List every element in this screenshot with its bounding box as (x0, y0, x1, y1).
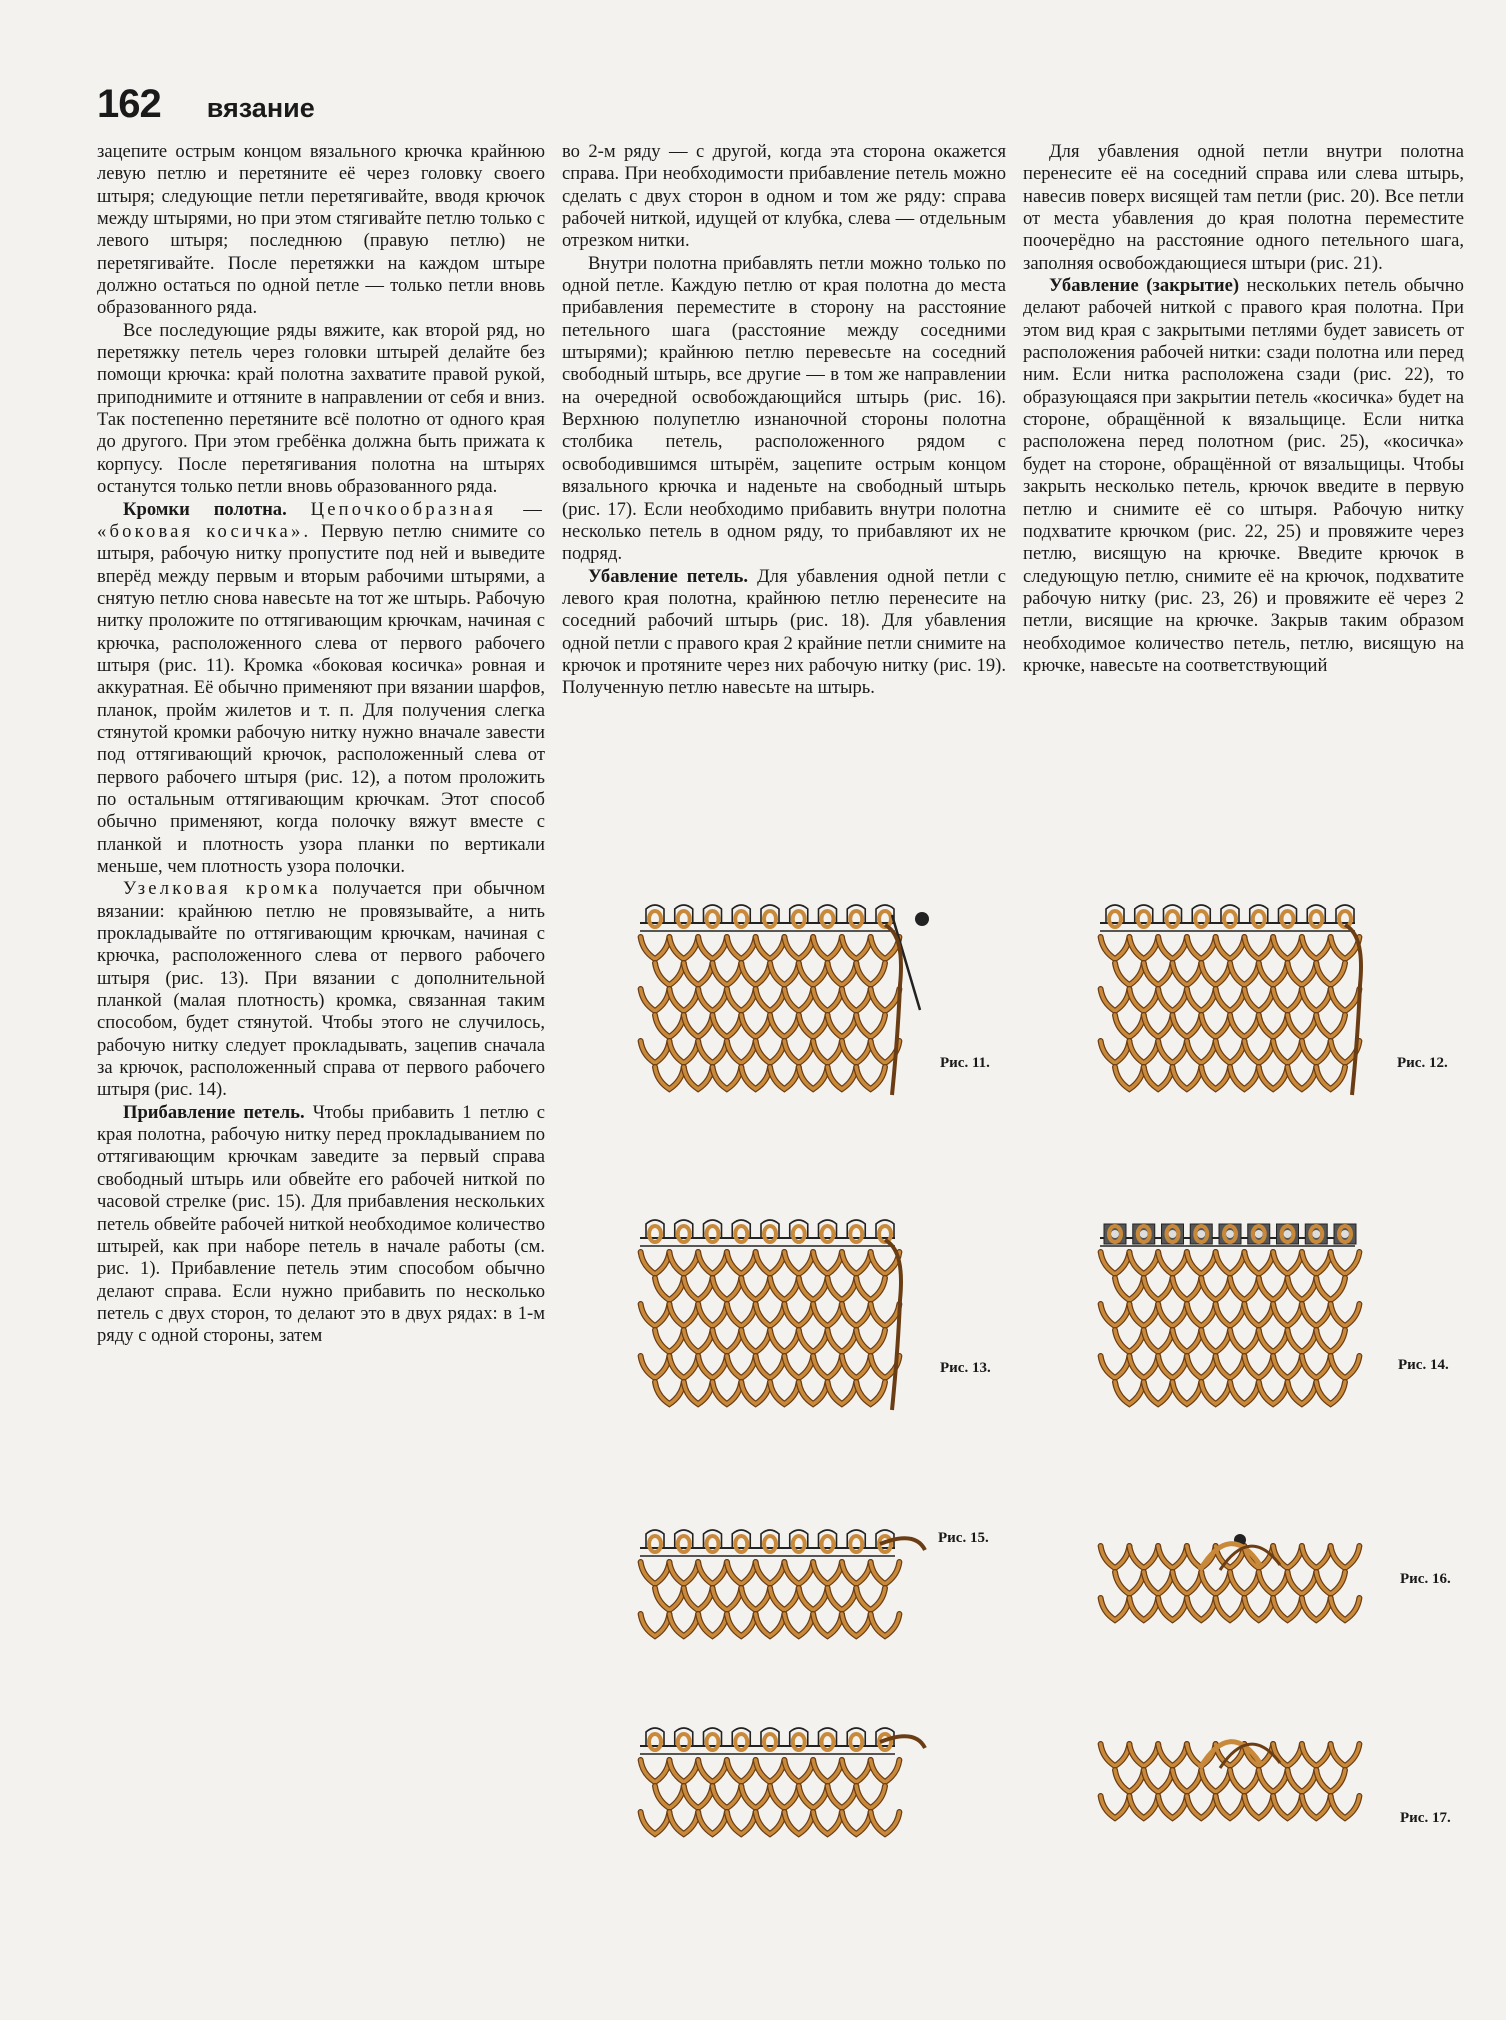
bold-heading: Кромки полотна. (123, 498, 287, 520)
needle-eye (1255, 1230, 1263, 1238)
yarn-loop (649, 1536, 661, 1552)
paragraph-text: Первую петлю снимите со штыря, рабочую нитку пропустите под ней и выведите вперёд между первым и вторым рабочими штырями, а снятую петлю снова навесьте на тот же штырь. Рабочую нитку проложите по оттягивающим крючкам, начиная с крючка, расположенного слева от первого рабочего штыря (рис. 11). Кромка «боковая косичка» ровная и аккуратная. Её обычно применяют при вязании шарфов, планок, пройм жилетов и т. п. Для получения слегка стянутой кромки рабочую нитку нужно вначале завести под оттягивающий крючок, расположенный слева от первого рабочего штыря (рис. 12), а потом проложить по остальным оттягивающим крючкам. Этот способ обычно применяют, когда полочку вяжут вместе с планкой и плотность узора планки по вертикали меньше, чем плотность узора полочки. (97, 520, 545, 877)
yarn-loop (649, 911, 661, 927)
paragraph: Для убавления одной петли внутри полотна перенесите её на соседний справа или слева штырь, навесив поверх висящей там петли (рис. 20). Все петли от места убавления до края полотна переместите поочерёдно на расстояние одного петельного шага, заполняя освобождающиеся штыри (рис. 21). (1023, 141, 1464, 274)
needle-eye (1140, 1230, 1148, 1238)
needle-eye (1312, 1230, 1320, 1238)
yarn-loop (678, 1226, 690, 1242)
yarn-loop (678, 911, 690, 927)
yarn-loop (879, 911, 891, 927)
needle-eye (1111, 1230, 1119, 1238)
yarn-loop (764, 1536, 776, 1552)
paragraph (562, 566, 1006, 700)
paragraph-text: Чтобы прибавить 1 петлю с края полотна, рабочую нитку перед прокладыванием по оттягивающим крючкам заведите за первый справа свободный штырь или обвейте его рабочей ниткой по часовой стрелке (рис. 15). Для прибавления нескольких петель обвейте рабочей ниткой необходимое количество штырей, как при наборе петель в начале работы (см. рис. 1). Прибавление петель этим способом обычно делают справа. Если нужно прибавить по несколько петель с двух сторон, то делают это в двух рядах: в 1-м ряду с одной стороны, затем (97, 1101, 546, 1347)
bold-heading: Убавление петель. (588, 565, 749, 587)
yarn-loop (822, 911, 834, 927)
hook-head (915, 912, 929, 926)
figure-15-caption: Рис. 15. (938, 1530, 989, 1546)
paragraph (97, 1102, 545, 1348)
paragraph (1023, 275, 1464, 677)
figure-17-caption: Рис. 17. (1400, 1810, 1451, 1826)
figure-14-illustration (1090, 1210, 1390, 1420)
yarn-loop (822, 1734, 834, 1750)
yarn-loop (850, 1734, 862, 1750)
yarn-loop (1310, 911, 1322, 927)
yarn-loop (793, 1226, 805, 1242)
paragraph: во 2-м ряду — с другой, когда эта сторона окажется справа. При необходимости прибавление петель можно сделать с двух сторон в одном и том же ряду: справа рабочей ниткой, идущей от клубка, слева — отдельным отрезком нитки. (562, 141, 1006, 252)
page-header (97, 82, 315, 132)
figure-12-caption: Рис. 12. (1397, 1055, 1448, 1071)
yarn-loop (764, 911, 776, 927)
needle-eye (1341, 1230, 1349, 1238)
yarn-loop (1339, 911, 1351, 927)
paragraph (97, 499, 545, 879)
paragraph: Внутри полотна прибавлять петли можно только по одной петле. Каждую петлю от края полотна до места прибавления переместите в сторону на расстояние петельного шага (расстояние между соседними штырями); крайнюю петлю перевесьте на соседний свободный штырь, все другие — в том же направлении на очередной освобождающийся штырь (рис. 16). Верхнюю полупетлю изнаночной стороны полотна столбика петель, расположенного рядом с освободившимся штырём, зацепите острым концом вязального крючка и наденьте на свободный штырь (рис. 17). Если необходимо прибавить внутри полотна несколько петель в одном ряду, то прибавляют их не подряд. (562, 252, 1006, 565)
text-column-1 (97, 141, 545, 1348)
paragraph-text: Для убавления одной петли с левого края полотна, крайнюю петлю перенесите на соседний рабочий штырь (рис. 18). Для убавления одной петли с правого края 2 крайние петли снимите на крючок и протяните через них рабочую нитку (рис. 19). Полученную петлю навесьте на штырь. (562, 565, 1006, 699)
figure-15-illustration (630, 1520, 940, 1645)
yarn-loop (850, 1226, 862, 1242)
paragraph-text: получается при обычном вязании: крайнюю петлю не провязывайте, а нить прокладывайте по оттягивающим крючкам, начиная с крючка, расположенного слева от первого рабочего штыря (рис. 13). При вязании с дополнительной планкой (малая плотность) кромка, связанная таким способом, будет стянутой. Чтобы этого не случилось, рабочую нитку следует прокладывать, зацепив сначала за крючок, расположенный справа от первого рабочего штыря (рис. 14). (97, 878, 545, 1101)
yarn-loop (707, 1536, 719, 1552)
yarn-loop (1195, 911, 1207, 927)
yarn-loop (793, 1536, 805, 1552)
yarn-loop (822, 1226, 834, 1242)
figure-17-illustration (630, 1718, 940, 1853)
section-title: вязание (206, 93, 315, 123)
yarn-loop (707, 1226, 719, 1242)
figure-13-illustration (630, 1210, 940, 1420)
needle-eye (1226, 1230, 1234, 1238)
needle-eye (1197, 1230, 1205, 1238)
yarn-loop (735, 1226, 747, 1242)
yarn-loop (707, 1734, 719, 1750)
figure-11-illustration (630, 895, 940, 1105)
yarn-loop (735, 1734, 747, 1750)
needle-eye (1284, 1230, 1292, 1238)
yarn-loop (735, 911, 747, 927)
spaced-term: Узелковая кромка (123, 878, 322, 900)
needle-eye (1169, 1230, 1177, 1238)
yarn-loop (1138, 911, 1150, 927)
figure-11-caption: Рис. 11. (940, 1055, 990, 1071)
paragraph-text: нескольких петель обычно делают рабочей ниткой с правого края полотна. При этом вид края с закрытыми петлями будет зависеть от расположения рабочей нитки: сзади полотна или перед ним. Если нитка расположена сзади (рис. 22), то образующаяся при закрытии петель «косичка» будет на стороне, обращённой к вязальщице. Если нитка расположена перед полотном (рис. 25), «косичка» будет на стороне, обращённой от вязальщицы. Чтобы закрыть несколько петель, крючок введите в первую петлю и снимите её со штыря. Рабочую нитку подхватите крючком (рис. 22, 25) и провяжите через петлю, висящую на крючке. Введите крючок в следующую петлю, снимите её на крючок, подхватите рабочую нитку (рис. 23, 26) и провяжите её через 2 петли, висящие на крючке. Закрыв таким образом необходимое количество петель, петлю, висящую на крючке, навесьте на соответствующий (1023, 275, 1464, 676)
text-column-2 (562, 141, 1006, 700)
yarn-loop (707, 911, 719, 927)
figure-13-caption: Рис. 13. (940, 1360, 991, 1376)
paragraph: Все последующие ряды вяжите, как второй ряд, но перетяжку петель через головки штырей делайте без помощи крючка: край полотна захватите правой рукой, приподнимите и оттяните в направлении от себя и вниз. Так постепенно перетяните всё полотно от одного края до другого. При этом гребёнка должна быть прижата к корпусу. После перетягивания полотна на штырях останутся только петли вновь образованного ряда. (97, 319, 545, 498)
paragraph (97, 878, 545, 1101)
yarn-loop (850, 911, 862, 927)
figure-17b-illustration (1090, 1718, 1390, 1853)
yarn-loop (1282, 911, 1294, 927)
yarn-loop (1253, 911, 1265, 927)
yarn-loop (850, 1536, 862, 1552)
yarn-loop (649, 1734, 661, 1750)
yarn-loop (764, 1226, 776, 1242)
figure-14-caption: Рис. 14. (1398, 1357, 1449, 1373)
page-number: 162 (97, 82, 161, 126)
yarn-loop (1109, 911, 1121, 927)
yarn-loop (1224, 911, 1236, 927)
bold-heading: Убавление (закрытие) (1049, 275, 1240, 297)
figure-16-illustration (1090, 1520, 1390, 1645)
yarn-loop (879, 1226, 891, 1242)
yarn-loop (822, 1536, 834, 1552)
paragraph: зацепите острым концом вязального крючка крайнюю левую петлю и перетяните её через головку своего штыря; следующие петли перетягивайте, вводя крючок между штырями, но при этом стягивайте петлю только с левого штыря; последнюю (правую петлю) не перетягивайте. После перетяжки на каждом штыре должно остаться по одной петле — только петли вновь образованного ряда. (97, 141, 545, 319)
yarn-loop (678, 1734, 690, 1750)
yarn-loop (793, 1734, 805, 1750)
yarn-loop (764, 1734, 776, 1750)
figure-16-caption: Рис. 16. (1400, 1571, 1451, 1587)
yarn-loop (735, 1536, 747, 1552)
yarn-loop (793, 911, 805, 927)
figure-12-illustration (1090, 895, 1390, 1105)
yarn-loop (649, 1226, 661, 1242)
yarn-loop (1167, 911, 1179, 927)
spaced-term: Цепочкообразная — «боковая косичка». (97, 498, 545, 542)
text-column-3 (1023, 141, 1464, 677)
yarn-loop (678, 1536, 690, 1552)
bold-heading: Прибавление петель. (123, 1101, 305, 1123)
